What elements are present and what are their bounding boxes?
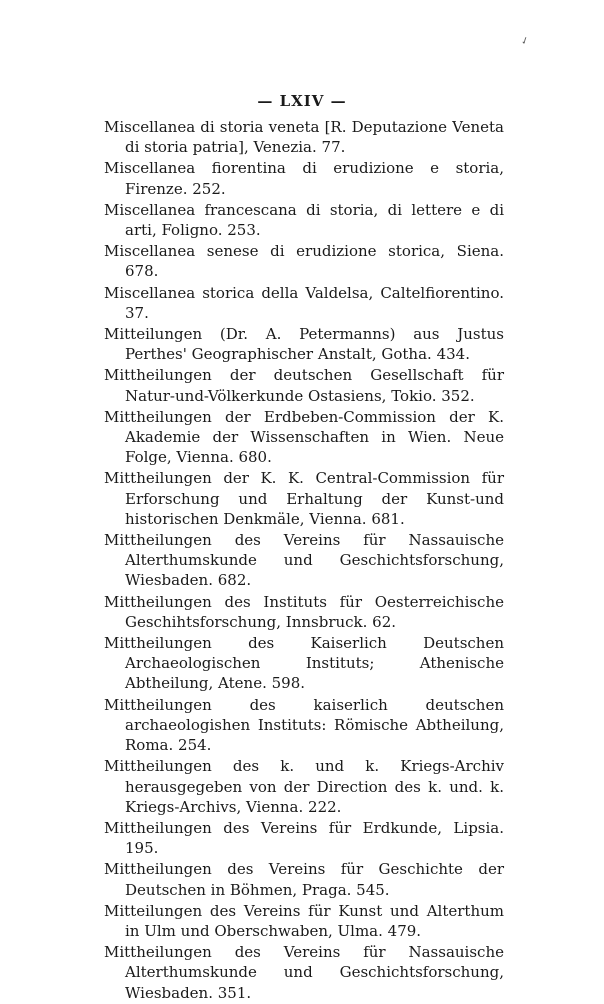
page-number-header: — LXIV — [257, 92, 347, 110]
list-item: Miscellanea storica della Valdelsa, Caltelfiorentino. 37. [104, 283, 504, 322]
list-item: Mitteilungen (Dr. A. Petermanns) aus Justus Perthes' Geographischer Anstalt, Gotha. 434. [104, 325, 504, 364]
list-item: Mittheilungen des Vereins für Geschichte der Deutschen in Böhmen, Praga. 545. [104, 860, 504, 899]
list-item: Mittheilungen des Kaiserlich Deutschen Archaeologischen Instituts; Athenische Abtheilung, Atene. 598. [104, 634, 504, 693]
list-item: Mitteilungen des Vereins für Kunst und Alterthum in Ulm und Oberschwaben, Ulma. 479. [104, 901, 504, 940]
list-item: Mittheilungen der deutschen Gesellschaft für Natur-und-Völkerkunde Ostasiens, Tokio. 352. [104, 366, 504, 405]
list-item: Mittheilungen des Vereins für Nassauische Alterthumskunde und Geschichtsforschung, Wiesbaden. 682. [104, 531, 504, 590]
list-item: Miscellanea di storia veneta [R. Deputazione Veneta di storia patria], Venezia. 77. [104, 118, 504, 157]
list-item: Miscellanea fiorentina di erudizione e storia, Firenze. 252. [104, 159, 504, 198]
list-item: Mittheilungen der Erdbeben-Commission der K. Akademie der Wissenschaften in Wien. Neue Folge, Vienna. 680. [104, 407, 504, 467]
bibliography-list [104, 117, 504, 1004]
list-item: Mittheilungen des kaiserlich deutschen archaeologishen Instituts: Römische Abtheilung, Roma. 254. [104, 695, 504, 755]
list-item: Mittheilungen des Vereins für Erdkunde, Lipsia. 195. [104, 818, 504, 858]
list-item: Mittheilungen der K. K. Central-Commission für Erforschung und Erhaltung der Kunst-und historischen Denkmäle, Vienna. 681. [104, 469, 504, 528]
list-item: Miscellanea senese di erudizione storica, Siena. 678. [104, 242, 504, 281]
margin-tick-mark: ✓ [519, 34, 532, 49]
list-item: Mittheilungen des Vereins für Nassauische Alterthumskunde und Geschichtsforschung, Wiesbaden. 351. [104, 943, 504, 1002]
list-item: Mittheilungen des Instituts für Oesterreichische Geschihtsforschung, Innsbruck. 62. [104, 592, 504, 631]
list-item: Mittheilungen des k. und k. Kriegs-Archiv herausgegeben von der Direction des k. und. k. Kriegs-Archivs, Vienna. 222. [104, 757, 504, 816]
list-item: Miscellanea francescana di storia, di lettere e di arti, Foligno. 253. [104, 200, 504, 240]
